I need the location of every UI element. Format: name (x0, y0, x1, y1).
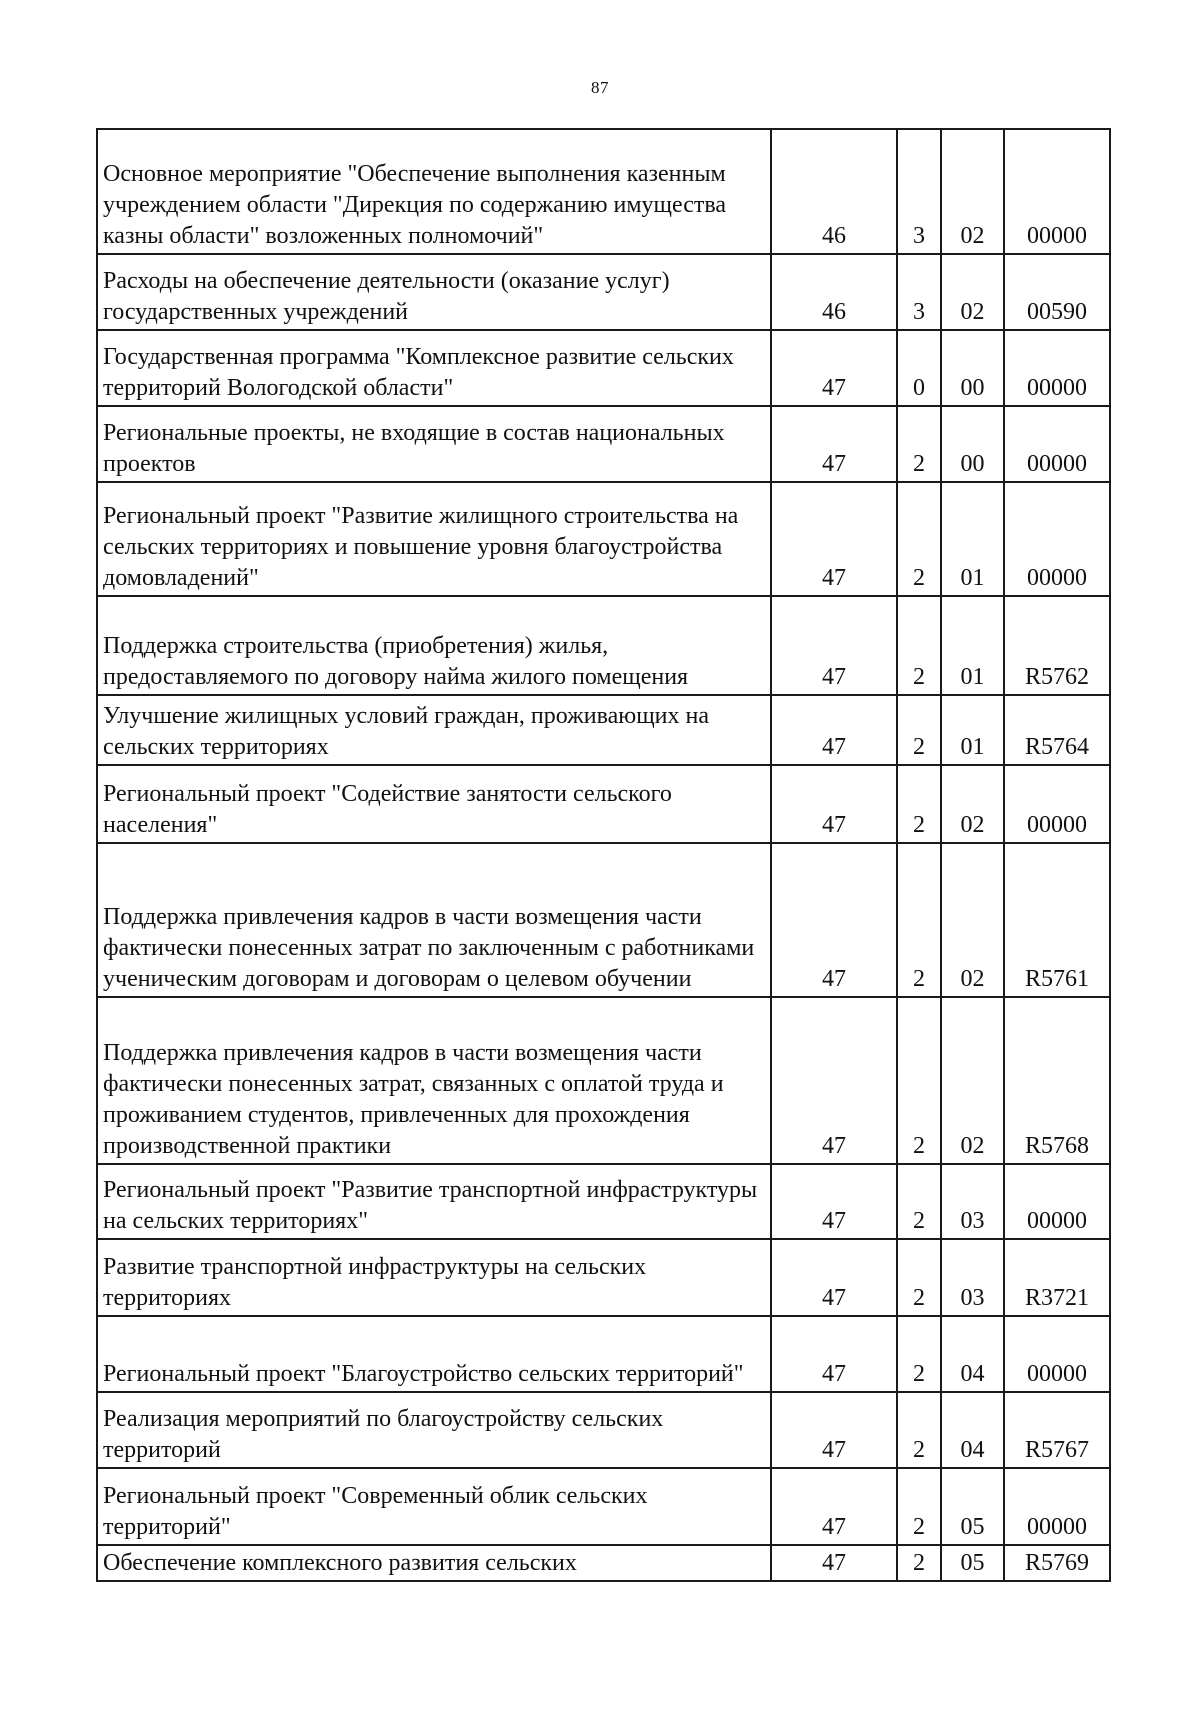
direction-code: R5764 (1004, 695, 1110, 765)
item-code: 02 (941, 254, 1004, 330)
table-row (97, 482, 1110, 596)
subprogram-code: 2 (897, 406, 941, 482)
subprogram-code: 2 (897, 1545, 941, 1581)
row-name: Реализация мероприятий по благоустройству сельских территорий (97, 1392, 771, 1468)
subprogram-code: 3 (897, 129, 941, 254)
item-code: 05 (941, 1545, 1004, 1581)
table-row (97, 1468, 1110, 1545)
item-code: 02 (941, 843, 1004, 997)
row-name: Региональный проект "Современный облик сельских территорий" (97, 1468, 771, 1545)
row-name: Поддержка привлечения кадров в части возмещения части фактически понесенных затрат по заключенным с работниками ученическим договорам и договорам о целевом обучении (97, 843, 771, 997)
program-code: 47 (771, 1392, 897, 1468)
subprogram-code: 2 (897, 1392, 941, 1468)
row-name: Развитие транспортной инфраструктуры на сельских территориях (97, 1239, 771, 1316)
row-name: Региональный проект "Развитие транспортной инфраструктуры на сельских территориях" (97, 1164, 771, 1239)
row-name: Региональный проект "Благоустройство сельских территорий" (97, 1316, 771, 1392)
budget-classification-table (96, 128, 1111, 1582)
row-name: Основное мероприятие "Обеспечение выполнения казенным учреждением области "Дирекция по содержанию имущества казны области" возложенных полномочий" (97, 129, 771, 254)
item-code: 05 (941, 1468, 1004, 1545)
program-code: 47 (771, 330, 897, 406)
program-code: 47 (771, 695, 897, 765)
direction-code: R5761 (1004, 843, 1110, 997)
program-code: 46 (771, 254, 897, 330)
item-code: 00 (941, 406, 1004, 482)
subprogram-code: 2 (897, 1468, 941, 1545)
subprogram-code: 2 (897, 482, 941, 596)
direction-code: R5762 (1004, 596, 1110, 695)
direction-code: R3721 (1004, 1239, 1110, 1316)
item-code: 02 (941, 997, 1004, 1164)
item-code: 03 (941, 1239, 1004, 1316)
table-row (97, 1164, 1110, 1239)
item-code: 01 (941, 695, 1004, 765)
program-code: 47 (771, 1239, 897, 1316)
direction-code: 00000 (1004, 330, 1110, 406)
direction-code: 00000 (1004, 1316, 1110, 1392)
table-row (97, 997, 1110, 1164)
table-row (97, 695, 1110, 765)
program-code: 47 (771, 997, 897, 1164)
program-code: 47 (771, 482, 897, 596)
program-code: 47 (771, 1316, 897, 1392)
table-row (97, 406, 1110, 482)
direction-code: 00000 (1004, 482, 1110, 596)
subprogram-code: 2 (897, 765, 941, 843)
table-row (97, 596, 1110, 695)
direction-code: 00000 (1004, 765, 1110, 843)
program-code: 47 (771, 406, 897, 482)
subprogram-code: 2 (897, 1316, 941, 1392)
table-row (97, 254, 1110, 330)
table-row (97, 1392, 1110, 1468)
program-code: 47 (771, 1545, 897, 1581)
table-row (97, 1545, 1110, 1581)
item-code: 01 (941, 596, 1004, 695)
subprogram-code: 2 (897, 1164, 941, 1239)
direction-code: R5769 (1004, 1545, 1110, 1581)
direction-code: 00000 (1004, 1164, 1110, 1239)
table-row (97, 330, 1110, 406)
page-number: 87 (591, 78, 609, 97)
direction-code: R5767 (1004, 1392, 1110, 1468)
subprogram-code: 0 (897, 330, 941, 406)
direction-code: 00590 (1004, 254, 1110, 330)
table-row (97, 765, 1110, 843)
subprogram-code: 2 (897, 596, 941, 695)
item-code: 03 (941, 1164, 1004, 1239)
row-name: Региональный проект "Развитие жилищного строительства на сельских территориях и повышение уровня благоустройства домовладений" (97, 482, 771, 596)
table-row (97, 1239, 1110, 1316)
row-name: Поддержка привлечения кадров в части возмещения части фактически понесенных затрат, связанных с оплатой труда и проживанием студентов, привлеченных для прохождения производственной практики (97, 997, 771, 1164)
subprogram-code: 2 (897, 695, 941, 765)
program-code: 46 (771, 129, 897, 254)
subprogram-code: 2 (897, 1239, 941, 1316)
table-row (97, 843, 1110, 997)
item-code: 04 (941, 1392, 1004, 1468)
table-row (97, 1316, 1110, 1392)
row-name: Улучшение жилищных условий граждан, проживающих на сельских территориях (97, 695, 771, 765)
direction-code: 00000 (1004, 129, 1110, 254)
item-code: 01 (941, 482, 1004, 596)
row-name: Государственная программа "Комплексное развитие сельских территорий Вологодской области" (97, 330, 771, 406)
row-name: Поддержка строительства (приобретения) жилья, предоставляемого по договору найма жилого помещения (97, 596, 771, 695)
item-code: 00 (941, 330, 1004, 406)
program-code: 47 (771, 765, 897, 843)
row-name: Региональный проект "Содействие занятости сельского населения" (97, 765, 771, 843)
program-code: 47 (771, 596, 897, 695)
row-name: Региональные проекты, не входящие в состав национальных проектов (97, 406, 771, 482)
program-code: 47 (771, 1164, 897, 1239)
row-name: Обеспечение комплексного развития сельских (97, 1545, 771, 1581)
subprogram-code: 2 (897, 843, 941, 997)
row-name: Расходы на обеспечение деятельности (оказание услуг) государственных учреждений (97, 254, 771, 330)
direction-code: R5768 (1004, 997, 1110, 1164)
program-code: 47 (771, 1468, 897, 1545)
item-code: 02 (941, 129, 1004, 254)
program-code: 47 (771, 843, 897, 997)
subprogram-code: 3 (897, 254, 941, 330)
subprogram-code: 2 (897, 997, 941, 1164)
item-code: 04 (941, 1316, 1004, 1392)
item-code: 02 (941, 765, 1004, 843)
direction-code: 00000 (1004, 406, 1110, 482)
direction-code: 00000 (1004, 1468, 1110, 1545)
table-row (97, 129, 1110, 254)
